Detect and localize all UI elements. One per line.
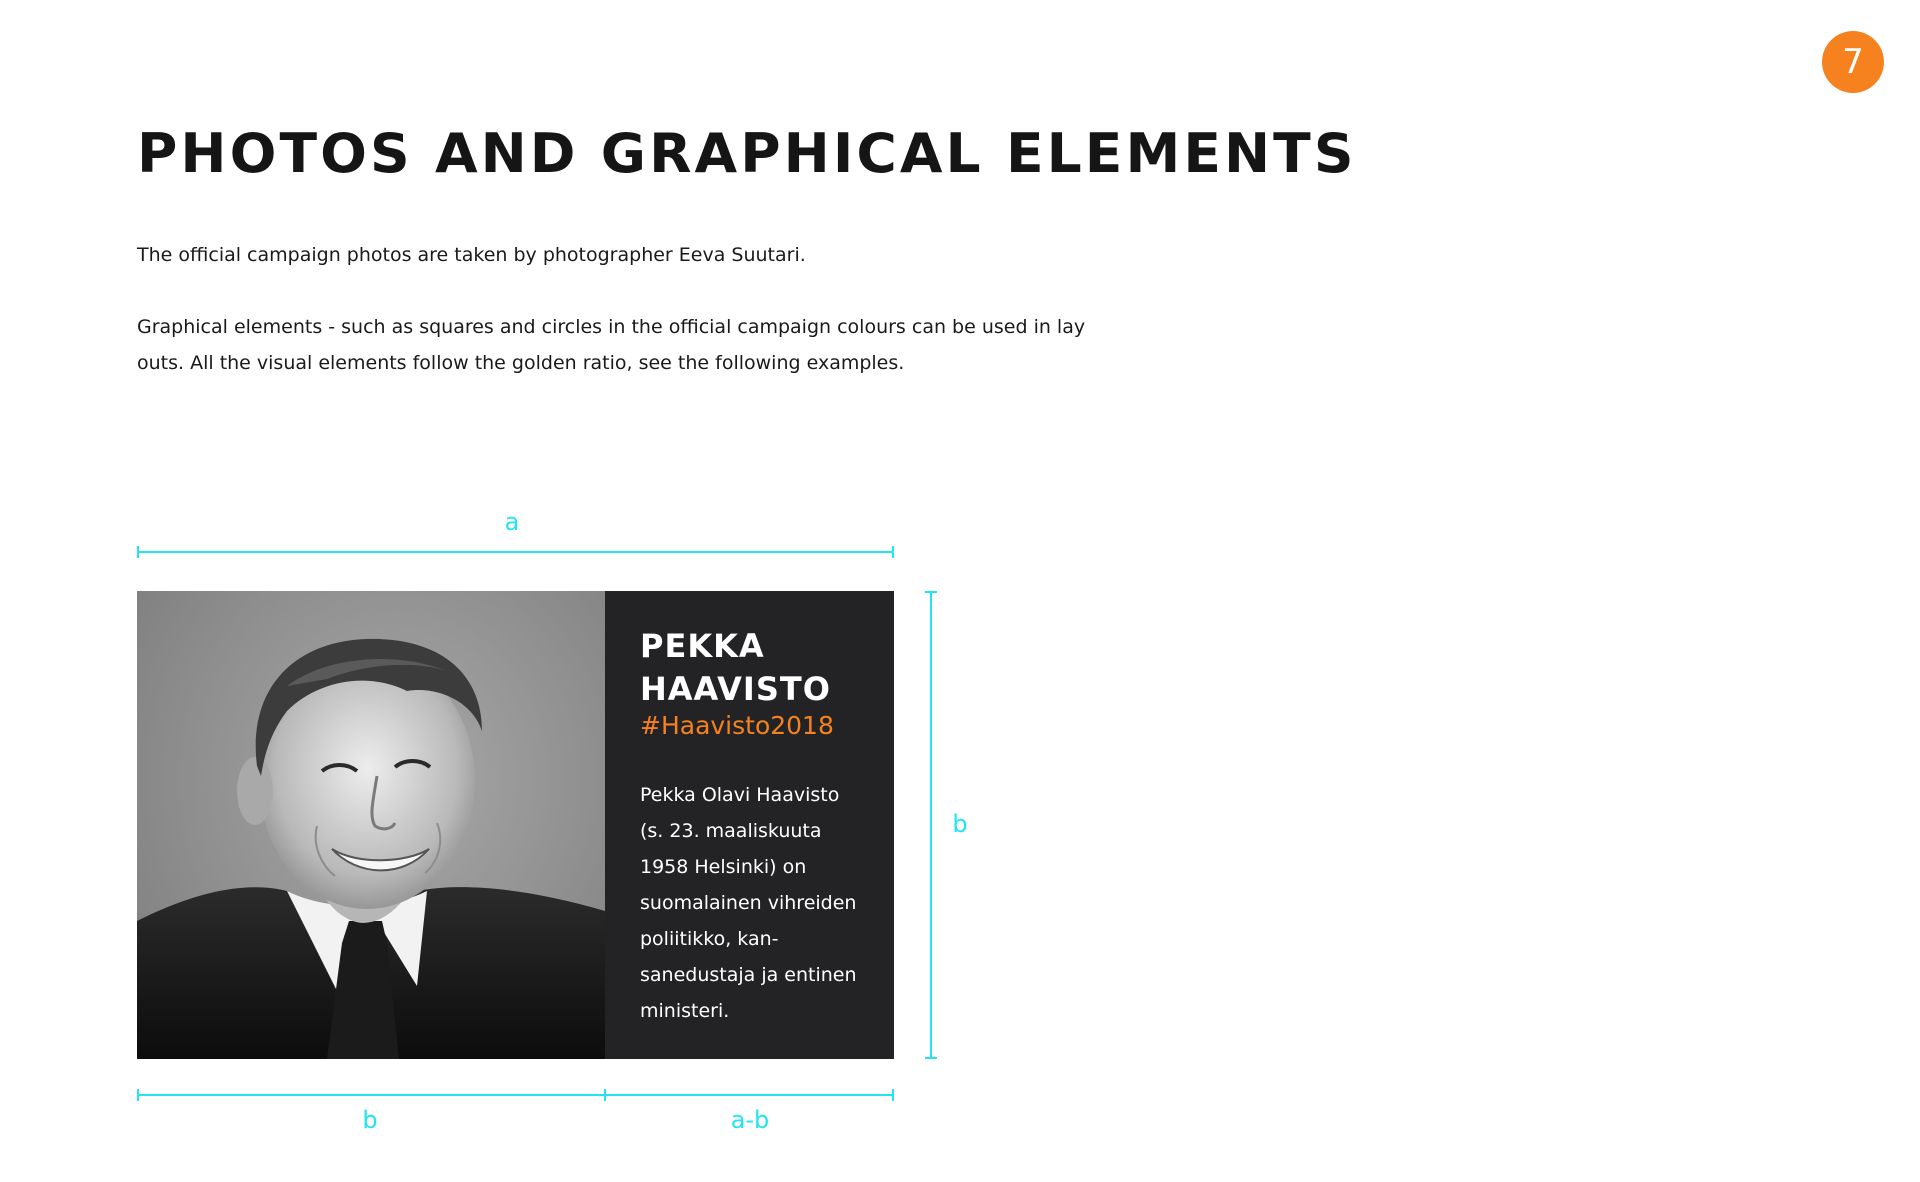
intro-paragraph: The official campaign photos are taken by photographer Eeva Suutari. xyxy=(137,244,806,266)
graphics-paragraph: Graphical elements - such as squares and circles in the official campaign colours can be used in lay outs. All the visual elements follow the golden ratio, see the following examples. xyxy=(137,316,1086,374)
page-title: PHOTOS AND GRAPHICAL ELEMENTS xyxy=(137,122,1357,185)
dimension-tick xyxy=(892,1089,894,1101)
dimension-tick xyxy=(137,546,139,558)
dimension-label-a-minus-b: a-b xyxy=(730,1106,770,1134)
card-text-panel xyxy=(605,591,894,1059)
dimension-tick xyxy=(137,1089,139,1101)
card-bio: Pekka Olavi Haavisto (s. 23. maaliskuuta 1958 Helsinki) on suomalainen vihreiden poliitikko, kan-sanedustaja ja entinen ministeri. xyxy=(640,784,857,1022)
dimension-line xyxy=(930,591,932,1059)
campaign-card-example xyxy=(137,591,894,1059)
portrait-illustration xyxy=(137,591,605,1059)
dimension-tick xyxy=(925,1057,937,1059)
dimension-tick xyxy=(925,591,937,593)
page-number-badge: 7 xyxy=(1822,31,1884,93)
card-name: PEKKA HAAVISTO xyxy=(640,627,831,708)
portrait-photo xyxy=(137,591,605,1059)
card-hashtag: #Haavisto2018 xyxy=(640,711,834,740)
dimension-label-b-right: b xyxy=(952,810,968,838)
dimension-tick xyxy=(892,546,894,558)
dimension-line xyxy=(137,1094,894,1096)
dimension-label-a: a xyxy=(504,508,520,536)
dimension-tick xyxy=(604,1089,606,1101)
dimension-line xyxy=(137,551,894,553)
dimension-label-b-bottom: b xyxy=(362,1106,378,1134)
